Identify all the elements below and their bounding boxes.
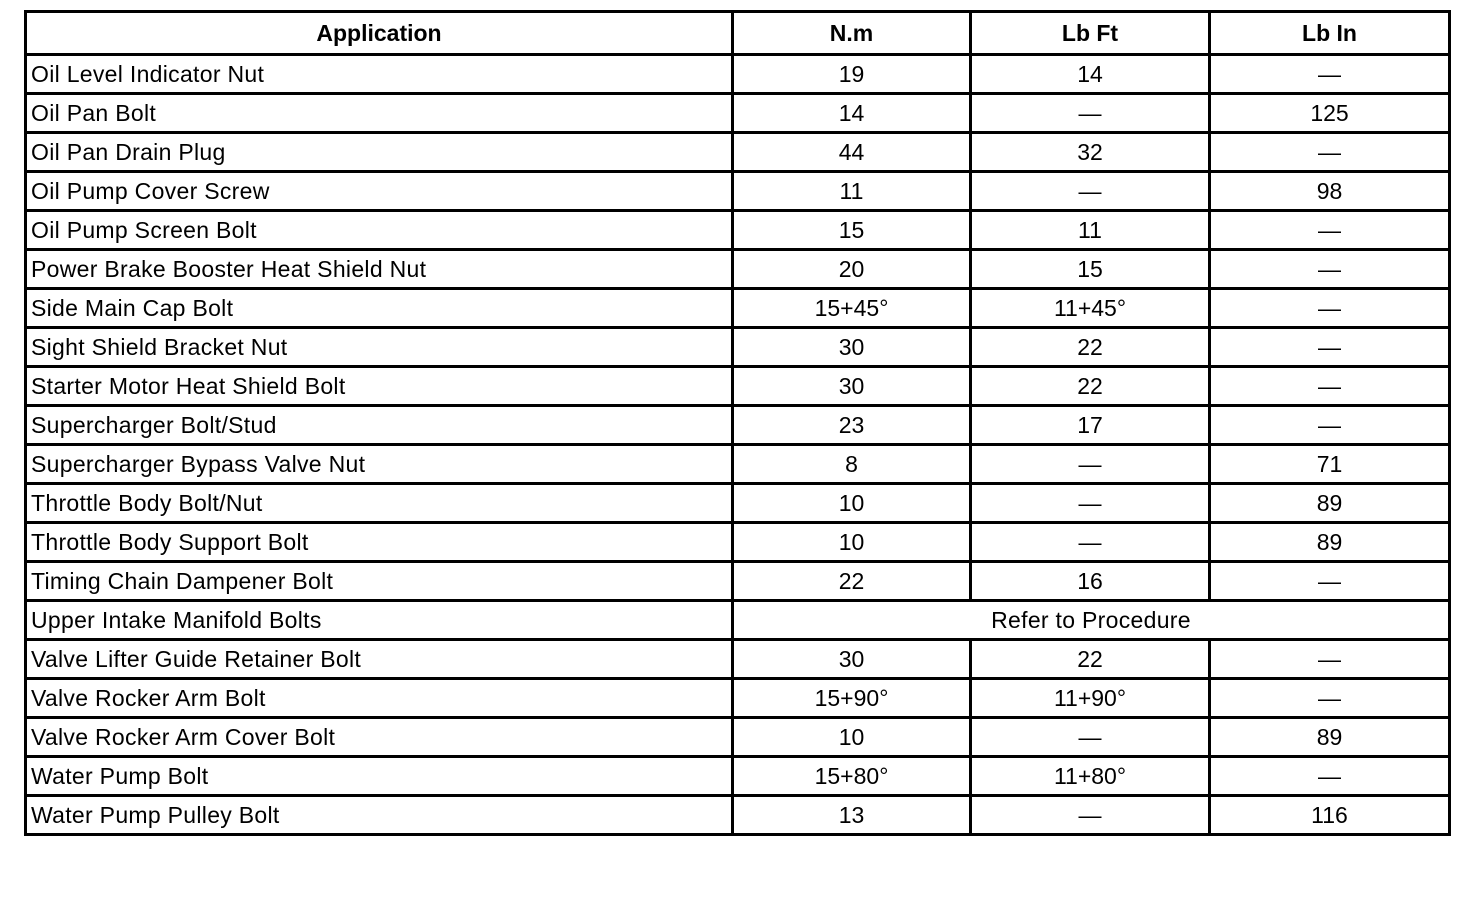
cell-nm: 11 <box>733 172 971 211</box>
cell-application: Oil Pan Drain Plug <box>26 133 733 172</box>
cell-application: Water Pump Pulley Bolt <box>26 796 733 835</box>
cell-nm: 23 <box>733 406 971 445</box>
table-row <box>26 757 1450 796</box>
column-header-lbin: Lb In <box>1210 12 1450 55</box>
cell-application: Power Brake Booster Heat Shield Nut <box>26 250 733 289</box>
cell-application: Sight Shield Bracket Nut <box>26 328 733 367</box>
table-row <box>26 250 1450 289</box>
cell-nm: 15+90° <box>733 679 971 718</box>
cell-nm: 44 <box>733 133 971 172</box>
cell-nm: 10 <box>733 484 971 523</box>
cell-lbft: — <box>971 484 1210 523</box>
cell-lbin: — <box>1210 406 1450 445</box>
cell-application: Upper Intake Manifold Bolts <box>26 601 733 640</box>
cell-lbft: 22 <box>971 367 1210 406</box>
table-row <box>26 406 1450 445</box>
cell-lbin: 125 <box>1210 94 1450 133</box>
cell-application: Valve Lifter Guide Retainer Bolt <box>26 640 733 679</box>
torque-spec-sheet <box>24 10 1448 888</box>
table-row <box>26 289 1450 328</box>
cell-nm: 15+45° <box>733 289 971 328</box>
cell-nm: 15+80° <box>733 757 971 796</box>
cell-nm: 20 <box>733 250 971 289</box>
cell-application: Valve Rocker Arm Bolt <box>26 679 733 718</box>
cell-lbin: — <box>1210 640 1450 679</box>
table-body <box>26 55 1450 835</box>
cell-application: Valve Rocker Arm Cover Bolt <box>26 718 733 757</box>
cell-lbft: 16 <box>971 562 1210 601</box>
cell-nm: 15 <box>733 211 971 250</box>
cell-lbft: 32 <box>971 133 1210 172</box>
cell-lbft: — <box>971 172 1210 211</box>
table-row <box>26 562 1450 601</box>
cell-nm: 10 <box>733 523 971 562</box>
table-row <box>26 796 1450 835</box>
cell-lbft: 11+80° <box>971 757 1210 796</box>
cell-lbin: — <box>1210 133 1450 172</box>
cell-application: Water Pump Bolt <box>26 757 733 796</box>
cell-lbin: 89 <box>1210 718 1450 757</box>
column-header-lbft: Lb Ft <box>971 12 1210 55</box>
cell-lbft: 15 <box>971 250 1210 289</box>
cell-lbin: 89 <box>1210 484 1450 523</box>
table-row <box>26 679 1450 718</box>
cell-nm: 13 <box>733 796 971 835</box>
cell-nm: 22 <box>733 562 971 601</box>
cell-application: Starter Motor Heat Shield Bolt <box>26 367 733 406</box>
cell-lbin: 89 <box>1210 523 1450 562</box>
cell-application: Throttle Body Support Bolt <box>26 523 733 562</box>
cell-lbin: — <box>1210 55 1450 94</box>
cell-application: Throttle Body Bolt/Nut <box>26 484 733 523</box>
cell-lbft: 14 <box>971 55 1210 94</box>
cell-application: Supercharger Bypass Valve Nut <box>26 445 733 484</box>
cell-lbin: 71 <box>1210 445 1450 484</box>
table-row <box>26 601 1450 640</box>
cell-nm: 10 <box>733 718 971 757</box>
cell-lbft: — <box>971 796 1210 835</box>
cell-lbft: — <box>971 94 1210 133</box>
column-header-application: Application <box>26 12 733 55</box>
cell-lbft: 17 <box>971 406 1210 445</box>
cell-lbft: — <box>971 718 1210 757</box>
cell-application: Oil Pump Screen Bolt <box>26 211 733 250</box>
table-row <box>26 445 1450 484</box>
cell-refer-to-procedure: Refer to Procedure <box>733 601 1450 640</box>
cell-application: Timing Chain Dampener Bolt <box>26 562 733 601</box>
cell-lbin: — <box>1210 757 1450 796</box>
cell-lbin: — <box>1210 328 1450 367</box>
cell-application: Side Main Cap Bolt <box>26 289 733 328</box>
cell-lbft: — <box>971 523 1210 562</box>
cell-lbin: — <box>1210 562 1450 601</box>
table-row <box>26 367 1450 406</box>
cell-nm: 8 <box>733 445 971 484</box>
cell-lbin: — <box>1210 289 1450 328</box>
table-row <box>26 328 1450 367</box>
table-row <box>26 94 1450 133</box>
cell-lbin: 116 <box>1210 796 1450 835</box>
cell-lbft: — <box>971 445 1210 484</box>
cell-nm: 19 <box>733 55 971 94</box>
cell-nm: 14 <box>733 94 971 133</box>
table-row <box>26 640 1450 679</box>
cell-lbin: — <box>1210 367 1450 406</box>
torque-spec-table <box>24 10 1451 836</box>
cell-lbft: 11+90° <box>971 679 1210 718</box>
cell-lbft: 11 <box>971 211 1210 250</box>
header-row <box>26 12 1450 55</box>
cell-application: Oil Pan Bolt <box>26 94 733 133</box>
cell-application: Oil Level Indicator Nut <box>26 55 733 94</box>
cell-lbin: 98 <box>1210 172 1450 211</box>
cell-lbft: 11+45° <box>971 289 1210 328</box>
table-row <box>26 718 1450 757</box>
cell-nm: 30 <box>733 328 971 367</box>
cell-application: Supercharger Bolt/Stud <box>26 406 733 445</box>
table-row <box>26 133 1450 172</box>
cell-lbft: 22 <box>971 328 1210 367</box>
cell-lbin: — <box>1210 211 1450 250</box>
table-row <box>26 484 1450 523</box>
table-row <box>26 55 1450 94</box>
table-row <box>26 172 1450 211</box>
cell-application: Oil Pump Cover Screw <box>26 172 733 211</box>
table-row <box>26 523 1450 562</box>
cell-lbin: — <box>1210 679 1450 718</box>
cell-nm: 30 <box>733 367 971 406</box>
table-row <box>26 211 1450 250</box>
cell-lbin: — <box>1210 250 1450 289</box>
column-header-nm: N.m <box>733 12 971 55</box>
cell-lbft: 22 <box>971 640 1210 679</box>
cell-nm: 30 <box>733 640 971 679</box>
